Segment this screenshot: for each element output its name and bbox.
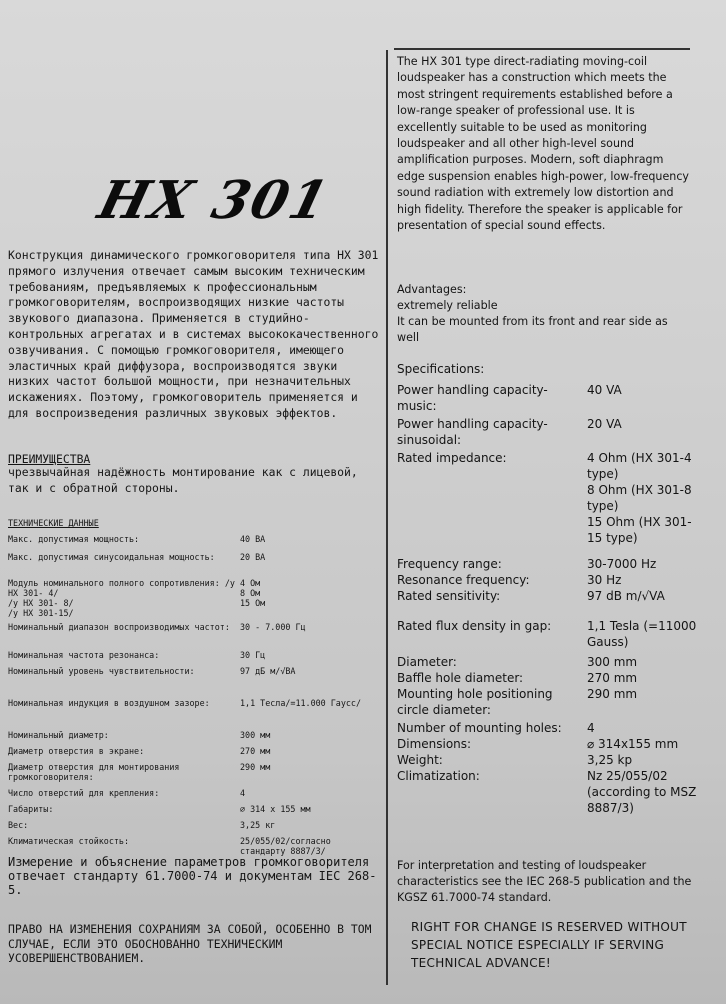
en-description: The HX 301 type direct-radiating moving-coil loudspeaker has a construction which meets the most stringent requirements established before a low-range speaker of professional use. It is excellently suitable to be used as monitoring loudspeaker and all other high-level sound amplification purposes. Modern, soft diaphragm edge suspension enables high-power, low-frequency sound radiation with extremely low distortion and high fidelity. Therefore the speaker is applicable for presentation of special sound effects. bbox=[397, 55, 689, 233]
en-spec-label: Dimensions: bbox=[397, 737, 472, 751]
en-spec-value: 300 mm bbox=[587, 655, 638, 669]
ru-specs-title: ТЕХНИЧЕСКИЕ ДАННЫЕ bbox=[8, 518, 99, 528]
en-advantages-title: Advantages: bbox=[397, 283, 467, 296]
ru-measurement-note: Измерение и объяснение параметров громкоговорителя отвечает стандарту 61.7000-74 и документам IEC 268-5. bbox=[8, 855, 377, 897]
ru-spec-label: Климатическая стойкость: bbox=[8, 836, 130, 846]
en-spec-label: Power handling capacity-music: bbox=[397, 383, 548, 413]
ru-spec-label: Номинальный диаметр: bbox=[8, 730, 109, 740]
top-rule bbox=[394, 48, 690, 50]
ru-spec-value: 3,25 кг bbox=[240, 820, 276, 830]
ru-spec-value: 30 - 7.000 Гц bbox=[240, 622, 306, 632]
ru-spec-label: Диаметр отверстия в экране: bbox=[8, 746, 145, 756]
ru-spec-value: ⌀ 314 х 155 мм bbox=[240, 804, 311, 814]
en-spec-value: 4 bbox=[587, 721, 595, 735]
en-spec-value: Nz 25/055/02 (according to MSZ 8887/3) bbox=[587, 769, 697, 815]
ru-spec-value: 40 ВА bbox=[240, 534, 266, 544]
ru-spec-value: 20 ВА bbox=[240, 552, 266, 562]
product-logo: HX 301 bbox=[92, 170, 336, 231]
en-spec-label: Power handling capacity-sinusoidal: bbox=[397, 417, 548, 447]
en-spec-value: 20 VA bbox=[587, 417, 622, 431]
ru-rights-note: ПРАВО НА ИЗМЕНЕНИЯ СОХРАНИЯМ ЗА СОБОЙ, ОСОБЕННО В ТОМ СЛУЧАЕ, ЕСЛИ ЭТО ОБОСНОВАННО ТЕХНИЧЕСКИМ УСОВЕРШЕНСТВОВАНИЕМ. bbox=[8, 922, 372, 965]
ru-spec-label: Диаметр отверстия для монтирования громкоговорителя: bbox=[8, 762, 180, 782]
en-spec-label: Rated sensitivity: bbox=[397, 589, 501, 603]
en-spec-label: Rated flux density in gap: bbox=[397, 619, 552, 633]
en-spec-label: Frequency range: bbox=[397, 557, 502, 571]
en-spec-value: 4 Ohm (HX 301-4 type) 8 Ohm (HX 301-8 type) 15 Ohm (HX 301-15 type) bbox=[587, 451, 692, 545]
en-rights-note: RIGHT FOR CHANGE IS RESERVED WITHOUT SPECIAL NOTICE ESPECIALLY IF SERVING TECHNICAL ADVANCE! bbox=[411, 920, 687, 970]
en-spec-value: 30-7000 Hz bbox=[587, 557, 657, 571]
ru-spec-label: Модуль номинального полного сопротивления: /у HX 301- 4/ /у HX 301- 8/ /у HX 301-15/ bbox=[8, 578, 235, 618]
en-specs-title: Specifications: bbox=[397, 362, 485, 376]
ru-spec-label: Номинальный уровень чувствительности: bbox=[8, 666, 195, 676]
en-spec-value: 290 mm bbox=[587, 687, 638, 701]
ru-spec-label: Номинальный диапазон воспроизводимых частот: bbox=[8, 622, 230, 632]
en-spec-value: ⌀ 314x155 mm bbox=[587, 737, 679, 751]
ru-description: Конструкция динамического громкоговорителя типа HX 301 прямого излучения отвечает самым высоким техническим требованиям, предъявляемых к профессиональным громкоговорителям, воспроизводящих низкие частоты звукового диапазона. Применяется в студийно-контрольных агрегатах и в системах высококачественного озвучивания. С помощью громкоговорителя, имеющего эластичных край диффузора, воспроизводятся звуки низких частот большой мощности, при незначительных искажениях. Поэтому, громкоговоритель применяется и для воспроизведения различных звуковых эффектов. bbox=[8, 248, 379, 420]
ru-spec-value: 290 мм bbox=[240, 762, 271, 772]
ru-spec-value: 25/055/02/согласно стандарту 8887/3/ bbox=[240, 836, 331, 856]
ru-spec-value: 300 мм bbox=[240, 730, 271, 740]
ru-spec-label: Число отверстий для крепления: bbox=[8, 788, 160, 798]
en-spec-label: Number of mounting holes: bbox=[397, 721, 562, 735]
en-spec-label: Climatization: bbox=[397, 769, 480, 783]
ru-spec-label: Вес: bbox=[8, 820, 29, 830]
ru-spec-label: Макс. допустимая синусоидальная мощность: bbox=[8, 552, 215, 562]
ru-spec-value: 1,1 Тесла/=11.000 Гаусс/ bbox=[240, 698, 362, 708]
ru-spec-label: Макс. допустимая мощность: bbox=[8, 534, 140, 544]
en-advantages bbox=[397, 282, 693, 346]
en-spec-label: Baffle hole diameter: bbox=[397, 671, 524, 685]
en-spec-value: 97 dB m/√VA bbox=[587, 589, 665, 603]
en-spec-value: 30 Hz bbox=[587, 573, 622, 587]
column-divider bbox=[386, 50, 388, 985]
ru-spec-value: 97 дБ м/√ВА bbox=[240, 666, 296, 676]
en-spec-label: Weight: bbox=[397, 753, 443, 767]
en-spec-value: 1,1 Tesla (=11000 Gauss) bbox=[587, 619, 697, 649]
en-spec-value: 270 mm bbox=[587, 671, 638, 685]
en-advantages-text: extremely reliable It can be mounted from its front and rear side as well bbox=[397, 299, 668, 344]
ru-spec-value: 30 Гц bbox=[240, 650, 266, 660]
en-spec-label: Rated impedance: bbox=[397, 451, 507, 465]
en-spec-value: 3,25 kp bbox=[587, 753, 633, 767]
ru-spec-value: 270 мм bbox=[240, 746, 271, 756]
en-spec-label: Diameter: bbox=[397, 655, 457, 669]
ru-spec-label: Габариты: bbox=[8, 804, 54, 814]
ru-advantages-title: ПРЕИМУЩЕСТВА bbox=[8, 452, 91, 466]
ru-spec-label: Номинальная индукция в воздушном зазоре: bbox=[8, 698, 210, 708]
en-spec-label: Resonance frequency: bbox=[397, 573, 530, 587]
ru-spec-value: 4 bbox=[240, 788, 246, 798]
en-spec-value: 40 VA bbox=[587, 383, 622, 397]
en-spec-label: Mounting hole positioning circle diameter: bbox=[397, 687, 553, 717]
ru-advantages-text: чрезвычайная надёжность монтирование как с лицевой, так и с обратной стороны. bbox=[8, 465, 358, 495]
ru-spec-value: 4 Ом 8 Ом 15 Ом bbox=[240, 578, 266, 608]
ru-spec-label: Номинальная частота резонанса: bbox=[8, 650, 160, 660]
en-interpretation-note: For interpretation and testing of loudspeaker characteristics see the IEC 268-5 publication and the KGSZ 61.7000-74 standard. bbox=[397, 859, 692, 904]
